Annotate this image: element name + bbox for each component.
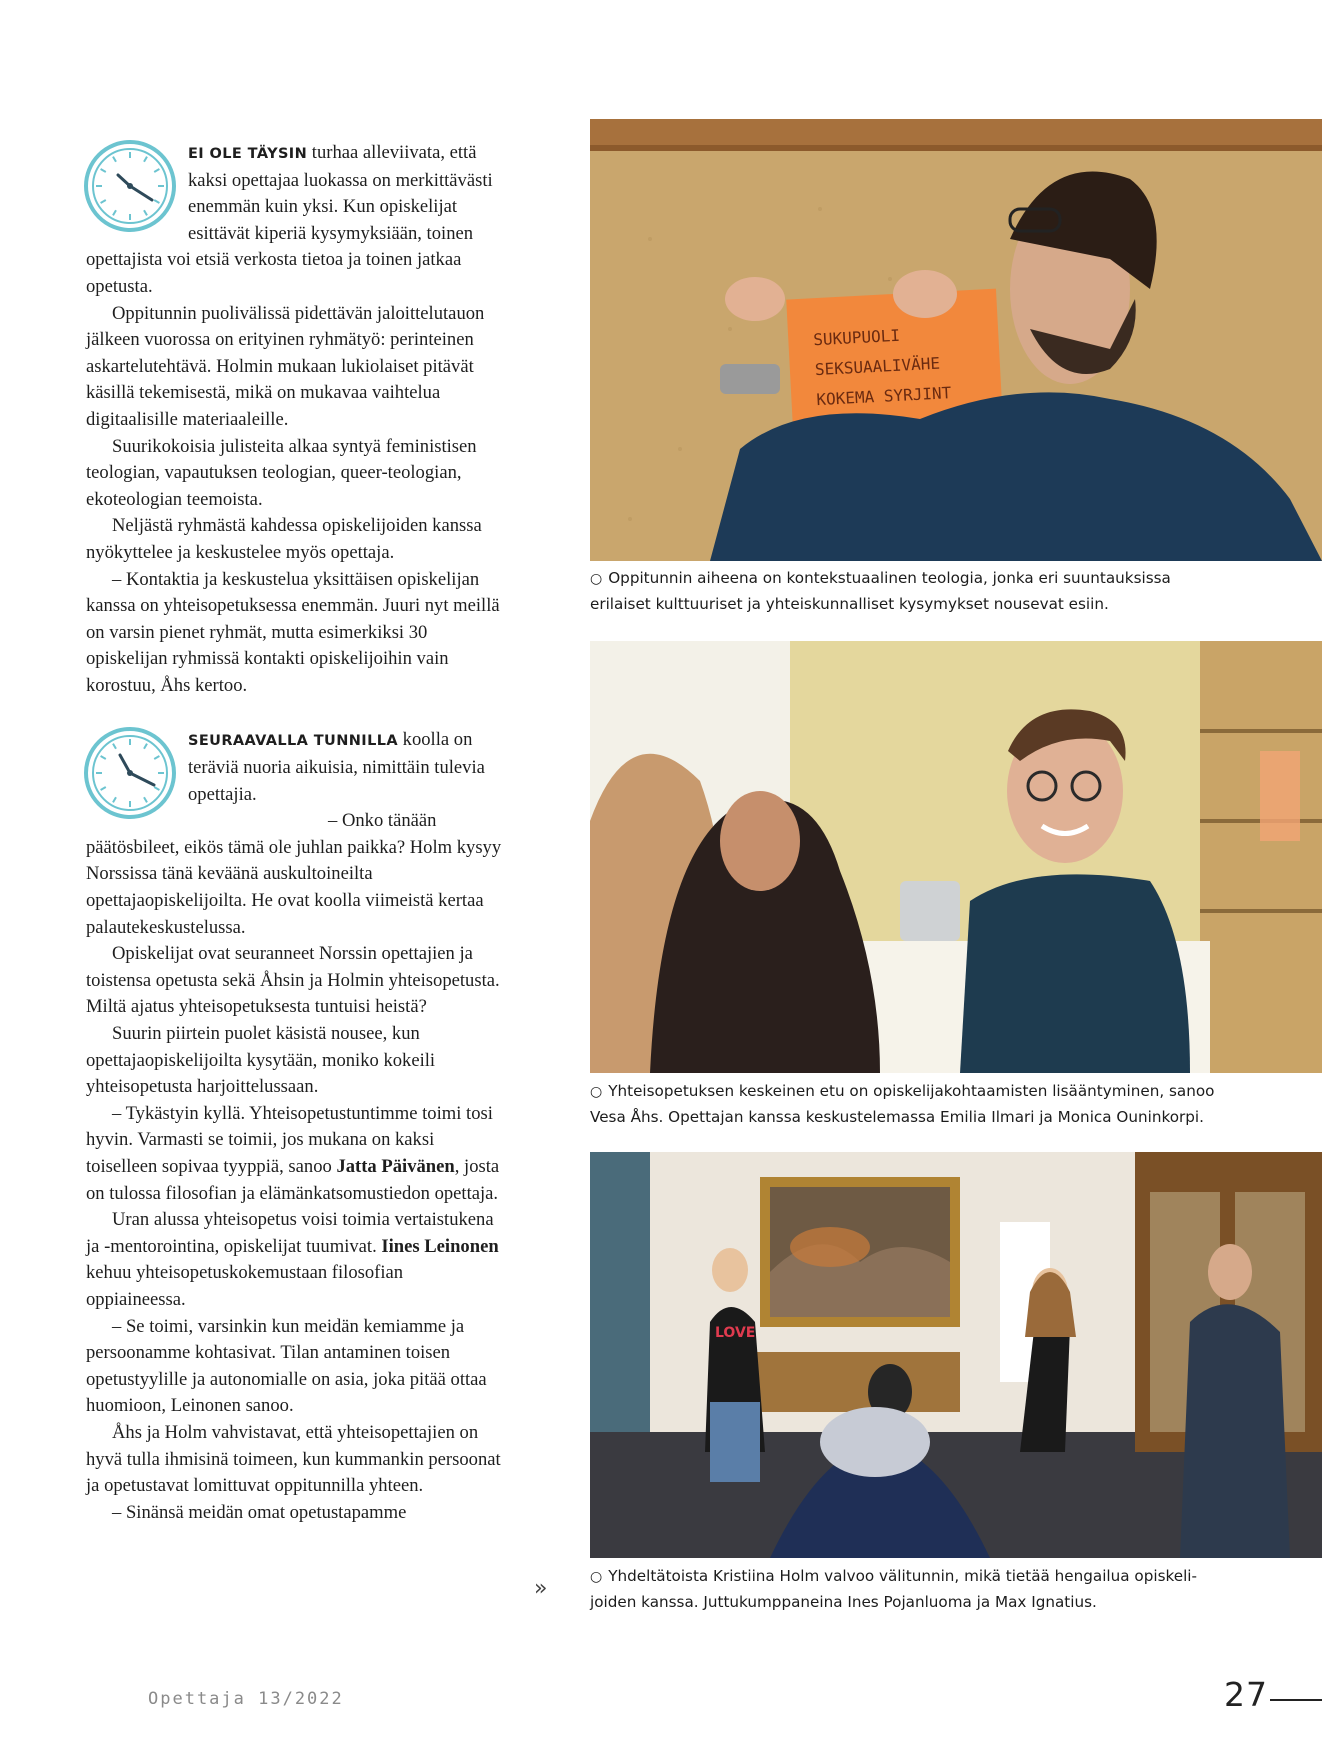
note-line-3: KOKEMA SYRJINT	[815, 383, 952, 410]
footer-rule	[1270, 1699, 1322, 1701]
corkboard-illustration	[590, 119, 1322, 561]
caption1-text-1: Oppitunnin aiheena on kontekstuaalinen teologia, jonka eri suuntauksissa	[608, 569, 1171, 587]
p6-text-b: kehuu yhteisopetuskokemustaan filosofian oppiaineessa.	[86, 1262, 404, 1310]
section-gap	[86, 699, 506, 727]
section2-paragraph-3: Opiskelijat ovat seuranneet Norssin opettajien ja toistensa opetusta sekä Åhsin ja Holmin yhteisopetusta. Miltä ajatus yhteisopetuksesta tuntuisi heistä?	[86, 943, 500, 1018]
caption-bullet-icon: ○	[590, 571, 603, 587]
caption2-text-1: Yhteisopetuksen keskeinen etu on opiskelijakohtaamisten lisääntyminen, sanoo	[608, 1082, 1215, 1100]
hallway-illustration	[590, 1152, 1322, 1558]
shirt-text: LOVE	[715, 1325, 756, 1341]
caption1-line-2: erilaiset kulttuuriset ja yhteiskunnalliset kysymykset nousevat esiin.	[590, 595, 1109, 613]
caption2-line-2: Vesa Åhs. Opettajan kanssa keskustelemassa Emilia Ilmari ja Monica Ouninkorpi.	[590, 1108, 1204, 1126]
clock-icon	[82, 725, 178, 821]
section1-p1-text: turhaa alleviivata, että kaksi opettajaa luokassa on merkittävästi enemmän kuin yksi. Kun opiskelijat esittävät kiperiä kysymyksiään, toinen opettajista voi etsiä verkosta tietoa ja toinen jatkaa opetusta.	[86, 142, 493, 297]
caption-bullet-icon: ○	[590, 1084, 603, 1100]
caption-photo-2	[590, 1079, 1290, 1130]
section1-lead: EI OLE TÄYSIN	[188, 146, 308, 162]
caption-photo-1	[590, 566, 1290, 617]
clock-icon	[82, 138, 178, 234]
p5-text-a: – Tykästyin kyllä. Yhteisopetustuntimme toimi tosi hyvin. Varmasti se toimii, jos mukana on kaksi toiselleen sopivaa tyyppiä, sanoo	[86, 1102, 493, 1177]
classroom-illustration	[590, 641, 1322, 1073]
section1-paragraph-4: Neljästä ryhmästä kahdessa opiskelijoiden kanssa nyökyttelee ja keskustelee myös opettaja.	[86, 515, 482, 563]
section2-paragraph-4: Suurin piirtein puolet käsistä nousee, kun opettajaopiskelijoilta kysytään, moniko kokeili yhteisopetusta harjoittelussaan.	[86, 1023, 436, 1098]
footer-magazine-issue: Opettaja 13/2022	[148, 1689, 344, 1709]
clock-icon-1	[82, 138, 178, 234]
caption2-line-1	[590, 1079, 1290, 1105]
caption-photo-3	[590, 1564, 1290, 1615]
section2-paragraph-8: Åhs ja Holm vahvistavat, että yhteisopettajien on hyvä tulla ihmisinä toimeen, kun kummankin persoonat ja opetustavat lomittuvat oppitunnilla yhteen.	[86, 1421, 501, 1497]
caption3-text-1: Yhdeltätoista Kristiina Holm valvoo välitunnin, mikä tietää hengailua opiskeli-	[608, 1567, 1197, 1585]
p6-text-a: Uran alussa yhteisopetus voisi toimia vertaistukena ja -mentorointina, opiskelijat tuumivat.	[86, 1209, 494, 1257]
section2-paragraph-9: – Sinänsä meidän omat opetustapamme	[112, 1501, 407, 1523]
person-name-jatta: Jatta Päivänen	[336, 1155, 455, 1177]
photo-hallway	[590, 1152, 1322, 1558]
section1-paragraph-5: – Kontaktia ja keskustelua yksittäisen opiskelijan kanssa on yhteisopetuksessa enemmän. Juuri nyt meillä on varsin pienet ryhmät, mutta esimerkiksi 30 opiskelijan ryhmissä kontakti opiskelijoihin vain korostuu, Åhs kertoo.	[86, 568, 500, 696]
page-number: 27	[1224, 1675, 1268, 1714]
continue-marker: »	[534, 1576, 548, 1601]
section1-paragraph-3: Suurikokoisia julisteita alkaa syntyä feministisen teologian, vapautuksen teologian, queer-teologian, ekoteologian teemoista.	[86, 435, 477, 510]
photo-teacher-students	[590, 641, 1322, 1073]
clock-icon-2	[82, 725, 178, 821]
note-line-1: SUKUPUOLI	[812, 325, 901, 350]
section2-paragraph-7: – Se toimi, varsinkin kun meidän kemiamme ja persoonamme kohtasivat. Tilan antaminen toisen opetustyylille ja autonomialle on asia, joka pitää ottaa huomioon, Leinonen sanoo.	[86, 1315, 487, 1417]
article-body	[86, 140, 506, 1526]
caption3-line-2: joiden kanssa. Juttukumppaneina Ines Pojanluoma ja Max Ignatius.	[590, 1593, 1097, 1611]
person-name-iines: Iines Leinonen	[381, 1235, 499, 1257]
section2-paragraph-5	[86, 1101, 506, 1207]
caption1-line-1	[590, 566, 1290, 592]
photo-corkboard	[590, 119, 1322, 561]
caption3-line-1	[590, 1564, 1290, 1590]
section2-paragraph-2: – Onko tänään päätösbileet, eikös tämä ole juhlan paikka? Holm kysyy Norssissa tänä keväänä auskultoineilta opettajaopiskelijoilta. He ovat koolla viimeistä kertaa palautekeskustelussa.	[86, 810, 502, 938]
section2-p1-text: koolla on teräviä nuoria aikuisia, nimittäin tulevia opettajia.	[188, 729, 485, 805]
section1-paragraph-2: Oppitunnin puolivälissä pidettävän jaloittelutauon jälkeen vuorossa on erityinen ryhmätyö: perinteinen askartelutehtävä. Holmin mukaan lukiolaiset pitävät käsillä tekemisestä, mikä on mukavaa vaihtelua digitaalisille materiaaleille.	[86, 302, 485, 430]
p5-text-b: , josta on tulossa filosofian ja elämänkatsomustiedon opettaja.	[86, 1155, 500, 1204]
section2-lead: SEURAAVALLA TUNNILLA	[188, 733, 398, 750]
caption-bullet-icon: ○	[590, 1569, 603, 1585]
note-line-2: SEKSUAALIVÄHE	[814, 353, 941, 380]
section2-paragraph-6	[86, 1207, 506, 1313]
